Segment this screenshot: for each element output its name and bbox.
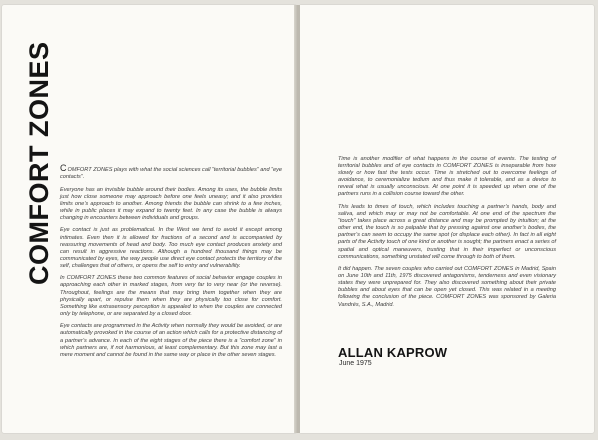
intro-text: OMFORT ZONES plays with what the social sciences call “territorial bubbles” and “eye contacts”. bbox=[60, 167, 282, 181]
paragraph: Eye contacts are programmed in the Activity when normally they would be avoided, or are automatically provoked in the course of an action which calls for a protective distancing of a partner’s advance. In each of the eight stages of the piece there is a “comfort zone” in which partners are, if not harmonious, at least complementary. But this zone may last a mere moment and cannot be found in the same way or place in the other seven stages. bbox=[60, 323, 282, 358]
right-text-column bbox=[338, 156, 556, 314]
paragraph: It did happen. The seven couples who carried out COMFORT ZONES in Madrid, Spain on June 10th and 11th, 1975 discovered antagonisms, tenderness and even visionary states they were unprepared for. They also discovered something about their private bubbles and about eyes that can be open yet closed. This was related in a meeting following the conclusion of the piece. COMFORT ZONES was sponsored by Galeria Vandrés, S.A., Madrid. bbox=[338, 266, 556, 308]
right-page bbox=[300, 5, 594, 433]
drop-cap: C bbox=[60, 163, 67, 173]
paragraph: Eye contact is just as problematical. In the West we tend to avoid it except among intimates. Even then it is allowed for fractions of a second and is accompanied by reassuring movements of head and body. Too much eye contact produces anxiety and can result in aggressive reactions. Although a hundred thousand things may be communicated by eyes, the way people use direct eye contact protects the territory of the self, challenges that of others, or opens the self to entry and vulnerability. bbox=[60, 227, 282, 269]
author-name: ALLAN KAPROW bbox=[338, 345, 448, 360]
left-text-column bbox=[60, 165, 282, 364]
paragraph: This leads to times of touch, which includes touching a partner’s hands, body and saliva, and which may or may not be comfortable. At one end of the spectrum the “touch” takes place across a great distance and may be prompted by intuition; at the other end, the touch is so palpable that by pressing against one another’s bodies, the partner’s can seem to occupy the same spot (or displace each other). In fact in all eight parts of the Activity touch of one kind or another is sought; the partners enact a series of spatial and optical maneuvers, trusting that in their imperfect or unconscious communications, something unstated will come through to both of them. bbox=[338, 203, 556, 260]
paragraph: In COMFORT ZONES these two common features of social behavior engage couples in approaching each other in marked stages, from very far to very near (or the reverse). Throughout, feelings are the means that may bring them together when they are physically apart, or repulse them when they are physically too close for comfort. Something like extrasensory perception is appealed to when the couples are connected only by telephone, or are separated by a closed door. bbox=[60, 275, 282, 317]
author-date: June 1975 bbox=[339, 360, 372, 367]
vertical-title: COMFORT ZONES bbox=[24, 41, 54, 285]
paragraph: Time is another modifier of what happens in the course of events. The testing of territorial bubbles and of eye contacts in COMFORT ZONES is inseparable from how slowly or how fast the tests occur. Time is stretched out to overcome feelings of avoidance, to ceremonialize tedium and thus make it tolerable, and as a device to reveal what is usually unconscious. At one point it is speeded up when one of the partners runs in a collision course toward the other. bbox=[338, 156, 556, 198]
left-page bbox=[2, 5, 296, 433]
paragraph: Everyone has an invisible bubble around their bodies. Among its uses, the bubble limits just how close someone may approach before one feels uneasy; and it also provides limits one’s approach to another. Among friends the bubble can shrink to a few inches, while in public places it may expand to twenty feet. In any case the bubble is always changing in encounters between individuals and groups. bbox=[60, 186, 282, 221]
paragraph-intro bbox=[60, 165, 282, 181]
